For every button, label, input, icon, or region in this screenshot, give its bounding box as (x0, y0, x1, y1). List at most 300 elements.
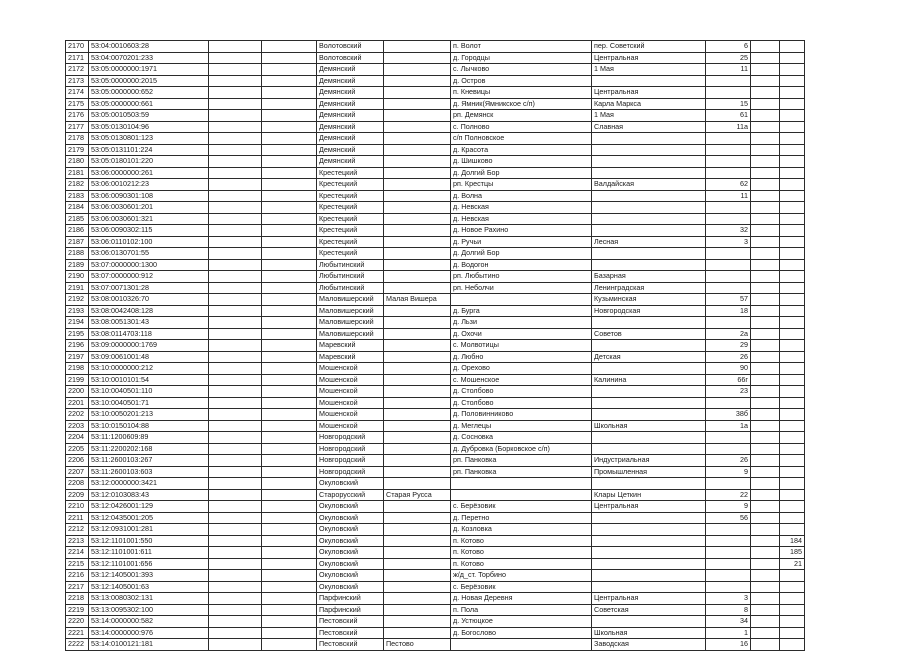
extra-number-cell (780, 420, 805, 432)
row-number-cell: 2220 (66, 616, 89, 628)
street-cell (592, 570, 706, 582)
blank-col-a-cell (209, 512, 262, 524)
settlement-cell: п. Пола (451, 604, 592, 616)
blank-col-a-cell (209, 317, 262, 329)
blank-col-b-cell (262, 87, 317, 99)
city-cell (384, 259, 451, 271)
row-number-cell: 2219 (66, 604, 89, 616)
house-number-cell: 38б (706, 409, 751, 421)
blank-col-a-cell (209, 374, 262, 386)
settlement-cell: п. Котово (451, 535, 592, 547)
cadastral-number-cell: 53:12:1101001:656 (89, 558, 209, 570)
extra-number-cell (780, 225, 805, 237)
blank-col-b-cell (262, 616, 317, 628)
cadastral-number-cell: 53:05:0000000:661 (89, 98, 209, 110)
row-number-cell: 2212 (66, 524, 89, 536)
cadastral-number-cell: 53:12:0931001:281 (89, 524, 209, 536)
settlement-cell: д. Красота (451, 144, 592, 156)
row-number-cell: 2204 (66, 432, 89, 444)
building-number-cell (751, 489, 780, 501)
settlement-cell: д. Бурга (451, 305, 592, 317)
cadastral-number-cell: 53:12:0103083:43 (89, 489, 209, 501)
street-cell: Калинина (592, 374, 706, 386)
blank-col-b-cell (262, 236, 317, 248)
street-cell (592, 616, 706, 628)
blank-col-b-cell (262, 524, 317, 536)
settlement-cell: с. Берёзовик (451, 501, 592, 513)
table-row (66, 156, 805, 168)
city-cell: Старая Русса (384, 489, 451, 501)
settlement-cell: д. Остров (451, 75, 592, 87)
settlement-cell: с. Берёзовик (451, 581, 592, 593)
blank-col-a-cell (209, 248, 262, 260)
table-row (66, 639, 805, 651)
table-row (66, 213, 805, 225)
street-cell (592, 386, 706, 398)
house-number-cell (706, 535, 751, 547)
row-number-cell: 2201 (66, 397, 89, 409)
cadastral-number-cell: 53:05:0130801:123 (89, 133, 209, 145)
building-number-cell (751, 374, 780, 386)
table-row (66, 466, 805, 478)
blank-col-b-cell (262, 558, 317, 570)
blank-col-a-cell (209, 259, 262, 271)
extra-number-cell (780, 478, 805, 490)
house-number-cell (706, 432, 751, 444)
house-number-cell: 32 (706, 225, 751, 237)
blank-col-b-cell (262, 52, 317, 64)
house-number-cell: 1а (706, 420, 751, 432)
house-number-cell (706, 443, 751, 455)
row-number-cell: 2174 (66, 87, 89, 99)
cadastral-number-cell: 53:07:0071301:28 (89, 282, 209, 294)
house-number-cell: 61 (706, 110, 751, 122)
house-number-cell (706, 317, 751, 329)
settlement-cell: д. Городцы (451, 52, 592, 64)
table-row (66, 455, 805, 467)
table-row (66, 443, 805, 455)
extra-number-cell (780, 432, 805, 444)
row-number-cell: 2177 (66, 121, 89, 133)
cadastral-number-cell: 53:13:0095302:100 (89, 604, 209, 616)
row-number-cell: 2207 (66, 466, 89, 478)
city-cell (384, 351, 451, 363)
settlement-cell: с. Лычково (451, 64, 592, 76)
blank-col-a-cell (209, 144, 262, 156)
district-cell: Окуловский (317, 570, 384, 582)
blank-col-a-cell (209, 432, 262, 444)
blank-col-a-cell (209, 52, 262, 64)
house-number-cell: 6 (706, 41, 751, 53)
extra-number-cell (780, 259, 805, 271)
cadastral-number-cell: 53:06:0010212:23 (89, 179, 209, 191)
building-number-cell (751, 144, 780, 156)
building-number-cell (751, 363, 780, 375)
settlement-cell: д. Охочи (451, 328, 592, 340)
street-cell (592, 144, 706, 156)
street-cell: Центральная (592, 593, 706, 605)
city-cell (384, 443, 451, 455)
street-cell: Валдайская (592, 179, 706, 191)
blank-col-b-cell (262, 340, 317, 352)
settlement-cell: рп. Крестцы (451, 179, 592, 191)
street-cell (592, 535, 706, 547)
street-cell (592, 317, 706, 329)
blank-col-a-cell (209, 547, 262, 559)
house-number-cell (706, 259, 751, 271)
row-number-cell: 2190 (66, 271, 89, 283)
table-row (66, 558, 805, 570)
settlement-cell: д. Дубровка (Борковское с/п) (451, 443, 592, 455)
extra-number-cell (780, 512, 805, 524)
row-number-cell: 2180 (66, 156, 89, 168)
blank-col-b-cell (262, 535, 317, 547)
building-number-cell (751, 179, 780, 191)
district-cell: Окуловский (317, 535, 384, 547)
blank-col-b-cell (262, 570, 317, 582)
extra-number-cell (780, 64, 805, 76)
settlement-cell: д. Перетно (451, 512, 592, 524)
blank-col-a-cell (209, 466, 262, 478)
street-cell: Центральная (592, 52, 706, 64)
table-row (66, 259, 805, 271)
building-number-cell (751, 593, 780, 605)
building-number-cell (751, 121, 780, 133)
settlement-cell: п. Котово (451, 547, 592, 559)
house-number-cell: 2а (706, 328, 751, 340)
extra-number-cell (780, 627, 805, 639)
settlement-cell: п. Волот (451, 41, 592, 53)
house-number-cell (706, 547, 751, 559)
blank-col-b-cell (262, 156, 317, 168)
district-cell: Любытинский (317, 271, 384, 283)
house-number-cell (706, 558, 751, 570)
blank-col-a-cell (209, 236, 262, 248)
blank-col-b-cell (262, 64, 317, 76)
house-number-cell: 1 (706, 627, 751, 639)
house-number-cell: 90 (706, 363, 751, 375)
settlement-cell: д. Волна (451, 190, 592, 202)
extra-number-cell (780, 179, 805, 191)
city-cell (384, 41, 451, 53)
row-number-cell: 2203 (66, 420, 89, 432)
extra-number-cell (780, 87, 805, 99)
street-cell: Индустриальная (592, 455, 706, 467)
house-number-cell (706, 167, 751, 179)
building-number-cell (751, 397, 780, 409)
cadastral-number-cell: 53:07:0000000:912 (89, 271, 209, 283)
street-cell (592, 524, 706, 536)
street-cell: Карла Маркса (592, 98, 706, 110)
cadastral-number-cell: 53:06:0110102:100 (89, 236, 209, 248)
building-number-cell (751, 133, 780, 145)
blank-col-b-cell (262, 248, 317, 260)
extra-number-cell (780, 386, 805, 398)
blank-col-a-cell (209, 167, 262, 179)
cadastral-number-cell: 53:04:0010603:28 (89, 41, 209, 53)
district-cell: Крестецкий (317, 167, 384, 179)
city-cell (384, 386, 451, 398)
district-cell: Маревский (317, 351, 384, 363)
blank-col-a-cell (209, 386, 262, 398)
building-number-cell (751, 535, 780, 547)
cadastral-number-cell: 53:08:0042408:128 (89, 305, 209, 317)
city-cell (384, 75, 451, 87)
cadastral-number-cell: 53:06:0000000:261 (89, 167, 209, 179)
district-cell: Парфинский (317, 593, 384, 605)
settlement-cell (451, 478, 592, 490)
city-cell (384, 455, 451, 467)
extra-number-cell (780, 616, 805, 628)
district-cell: Пестовский (317, 639, 384, 651)
district-cell: Новгородский (317, 455, 384, 467)
table-row (66, 570, 805, 582)
blank-col-b-cell (262, 202, 317, 214)
row-number-cell: 2184 (66, 202, 89, 214)
row-number-cell: 2192 (66, 294, 89, 306)
blank-col-a-cell (209, 420, 262, 432)
table-row (66, 190, 805, 202)
house-number-cell: 57 (706, 294, 751, 306)
street-cell: 1 Мая (592, 64, 706, 76)
city-cell (384, 512, 451, 524)
street-cell: Школьная (592, 627, 706, 639)
settlement-cell: с/п Полновское (451, 133, 592, 145)
city-cell (384, 501, 451, 513)
cadastral-number-cell: 53:06:0030601:201 (89, 202, 209, 214)
city-cell (384, 282, 451, 294)
settlement-cell: д. Сосновка (451, 432, 592, 444)
row-number-cell: 2206 (66, 455, 89, 467)
table-row (66, 64, 805, 76)
blank-col-a-cell (209, 98, 262, 110)
blank-col-b-cell (262, 98, 317, 110)
blank-col-b-cell (262, 179, 317, 191)
city-cell (384, 420, 451, 432)
building-number-cell (751, 167, 780, 179)
district-cell: Маловишерский (317, 294, 384, 306)
district-cell: Демянский (317, 98, 384, 110)
row-number-cell: 2185 (66, 213, 89, 225)
house-number-cell (706, 202, 751, 214)
house-number-cell (706, 570, 751, 582)
city-cell (384, 432, 451, 444)
table-row (66, 512, 805, 524)
city-cell: Малая Вишера (384, 294, 451, 306)
settlement-cell: рп. Панковка (451, 466, 592, 478)
extra-number-cell (780, 409, 805, 421)
cadastral-number-cell: 53:06:0030601:321 (89, 213, 209, 225)
cadastral-number-cell: 53:12:0435001:205 (89, 512, 209, 524)
house-number-cell: 18 (706, 305, 751, 317)
blank-col-a-cell (209, 581, 262, 593)
building-number-cell (751, 340, 780, 352)
building-number-cell (751, 236, 780, 248)
building-number-cell (751, 156, 780, 168)
blank-col-a-cell (209, 110, 262, 122)
district-cell: Крестецкий (317, 213, 384, 225)
blank-col-b-cell (262, 386, 317, 398)
cadastral-number-cell: 53:14:0100121:181 (89, 639, 209, 651)
blank-col-b-cell (262, 478, 317, 490)
street-cell (592, 581, 706, 593)
extra-number-cell: 185 (780, 547, 805, 559)
table-row (66, 98, 805, 110)
street-cell: пер. Советский (592, 41, 706, 53)
house-number-cell: 15 (706, 98, 751, 110)
extra-number-cell (780, 236, 805, 248)
blank-col-a-cell (209, 64, 262, 76)
row-number-cell: 2176 (66, 110, 89, 122)
house-number-cell (706, 524, 751, 536)
blank-col-b-cell (262, 501, 317, 513)
settlement-cell: д. Невская (451, 213, 592, 225)
settlement-cell: д. Долгий Бор (451, 248, 592, 260)
cadastral-number-cell: 53:08:0051301:43 (89, 317, 209, 329)
settlement-cell: д. Богослово (451, 627, 592, 639)
blank-col-a-cell (209, 225, 262, 237)
street-cell (592, 190, 706, 202)
street-cell: Лесная (592, 236, 706, 248)
settlement-cell: рп. Любытино (451, 271, 592, 283)
cadastral-number-cell: 53:10:0050201:213 (89, 409, 209, 421)
row-number-cell: 2217 (66, 581, 89, 593)
city-cell (384, 328, 451, 340)
cadastral-number-cell: 53:12:1101001:550 (89, 535, 209, 547)
table-row (66, 489, 805, 501)
building-number-cell (751, 639, 780, 651)
row-number-cell: 2188 (66, 248, 89, 260)
extra-number-cell (780, 489, 805, 501)
district-cell: Мошенской (317, 409, 384, 421)
district-cell: Окуловский (317, 581, 384, 593)
district-cell: Парфинский (317, 604, 384, 616)
street-cell: 1 Мая (592, 110, 706, 122)
building-number-cell (751, 570, 780, 582)
city-cell (384, 236, 451, 248)
street-cell (592, 443, 706, 455)
building-number-cell (751, 581, 780, 593)
settlement-cell: д. Орехово (451, 363, 592, 375)
cadastral-number-cell: 53:05:0131101:224 (89, 144, 209, 156)
city-cell (384, 225, 451, 237)
cadastral-number-cell: 53:07:0000000:1300 (89, 259, 209, 271)
settlement-cell: с. Молвотицы (451, 340, 592, 352)
row-number-cell: 2222 (66, 639, 89, 651)
row-number-cell: 2214 (66, 547, 89, 559)
district-cell: Любытинский (317, 282, 384, 294)
blank-col-a-cell (209, 179, 262, 191)
row-number-cell: 2173 (66, 75, 89, 87)
table-row (66, 501, 805, 513)
district-cell: Демянский (317, 156, 384, 168)
street-cell: Детская (592, 351, 706, 363)
blank-col-b-cell (262, 317, 317, 329)
cadastral-number-cell: 53:04:0070201:233 (89, 52, 209, 64)
city-cell (384, 64, 451, 76)
extra-number-cell (780, 397, 805, 409)
table-row (66, 340, 805, 352)
house-number-cell (706, 248, 751, 260)
blank-col-b-cell (262, 75, 317, 87)
city-cell (384, 271, 451, 283)
blank-col-a-cell (209, 455, 262, 467)
street-cell: Советская (592, 604, 706, 616)
building-number-cell (751, 271, 780, 283)
cadastral-number-cell: 53:12:1405001:393 (89, 570, 209, 582)
city-cell (384, 466, 451, 478)
district-cell: Маловишерский (317, 305, 384, 317)
district-cell: Демянский (317, 133, 384, 145)
table-row (66, 581, 805, 593)
building-number-cell (751, 420, 780, 432)
extra-number-cell (780, 41, 805, 53)
street-cell: Славная (592, 121, 706, 133)
district-cell: Мошенской (317, 363, 384, 375)
blank-col-b-cell (262, 271, 317, 283)
house-number-cell: 3 (706, 236, 751, 248)
cadastral-number-cell: 53:14:0000000:582 (89, 616, 209, 628)
table-row (66, 167, 805, 179)
city-cell (384, 190, 451, 202)
row-number-cell: 2191 (66, 282, 89, 294)
extra-number-cell (780, 455, 805, 467)
row-number-cell: 2189 (66, 259, 89, 271)
district-cell: Демянский (317, 64, 384, 76)
cadastral-number-cell: 53:12:0000000:3421 (89, 478, 209, 490)
building-number-cell (751, 64, 780, 76)
street-cell (592, 432, 706, 444)
blank-col-b-cell (262, 581, 317, 593)
city-cell (384, 524, 451, 536)
district-cell: Крестецкий (317, 202, 384, 214)
house-number-cell (706, 133, 751, 145)
street-cell (592, 167, 706, 179)
cadastral-number-cell: 53:10:0040501:110 (89, 386, 209, 398)
row-number-cell: 2199 (66, 374, 89, 386)
settlement-cell: д. Козловка (451, 524, 592, 536)
blank-col-a-cell (209, 213, 262, 225)
house-number-cell (706, 282, 751, 294)
extra-number-cell (780, 593, 805, 605)
table-row (66, 225, 805, 237)
house-number-cell: 11а (706, 121, 751, 133)
building-number-cell (751, 202, 780, 214)
table-row (66, 409, 805, 421)
extra-number-cell (780, 328, 805, 340)
extra-number-cell (780, 443, 805, 455)
district-cell: Маревский (317, 340, 384, 352)
building-number-cell (751, 524, 780, 536)
building-number-cell (751, 259, 780, 271)
blank-col-a-cell (209, 75, 262, 87)
city-cell: Пестово (384, 639, 451, 651)
street-cell (592, 409, 706, 421)
blank-col-a-cell (209, 478, 262, 490)
table-row (66, 374, 805, 386)
settlement-cell: д. Водогон (451, 259, 592, 271)
settlement-cell: д. Устюцкое (451, 616, 592, 628)
blank-col-a-cell (209, 351, 262, 363)
district-cell: Волотовский (317, 52, 384, 64)
table-row (66, 110, 805, 122)
extra-number-cell: 21 (780, 558, 805, 570)
settlement-cell: д. Меглецы (451, 420, 592, 432)
table-row (66, 627, 805, 639)
building-number-cell (751, 213, 780, 225)
street-cell (592, 248, 706, 260)
blank-col-a-cell (209, 282, 262, 294)
